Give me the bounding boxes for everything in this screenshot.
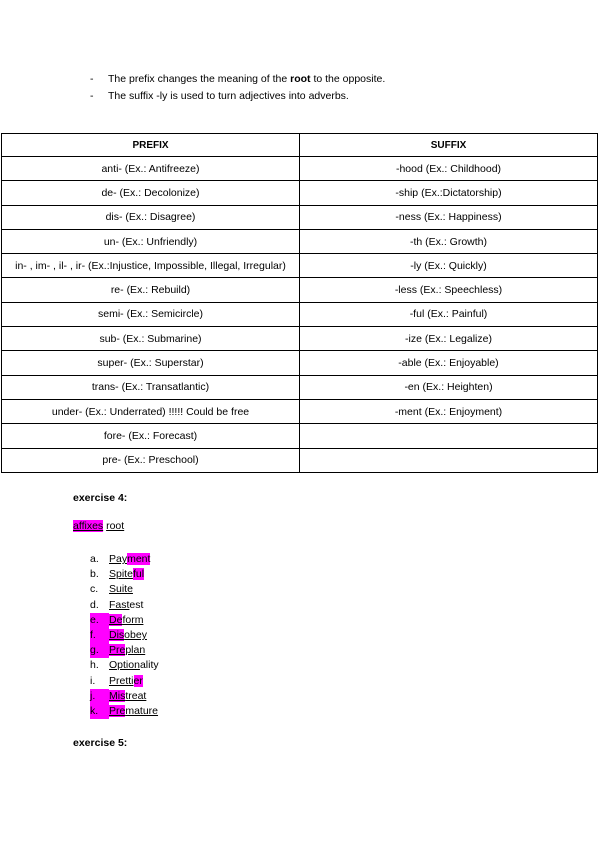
word-affix: er bbox=[133, 674, 143, 687]
suffix-cell: -ment (Ex.: Enjoyment) bbox=[300, 399, 598, 423]
word bbox=[109, 674, 143, 689]
suffix-cell: -ful (Ex.: Painful) bbox=[300, 302, 598, 326]
affix-table bbox=[1, 133, 598, 473]
list-item bbox=[90, 704, 159, 719]
list-item bbox=[90, 628, 159, 643]
affix-table-body bbox=[2, 157, 598, 473]
prefix-cell: anti- (Ex.: Antifreeze) bbox=[2, 157, 300, 181]
note-item: - The suffix -ly is used to turn adjectives into adverbs. bbox=[90, 88, 385, 105]
list-marker: k. bbox=[90, 704, 109, 719]
word bbox=[109, 552, 150, 567]
word-affix: est bbox=[129, 598, 144, 611]
word-affix: ality bbox=[139, 659, 159, 672]
table-row bbox=[2, 327, 598, 351]
list-item bbox=[90, 582, 159, 597]
suffix-cell bbox=[300, 448, 598, 472]
suffix-cell: -ship (Ex.:Dictatorship) bbox=[300, 181, 598, 205]
table-row bbox=[2, 399, 598, 423]
prefix-cell: fore- (Ex.: Forecast) bbox=[2, 424, 300, 448]
list-marker: j. bbox=[90, 689, 109, 704]
word bbox=[109, 658, 159, 673]
word-root: mature bbox=[125, 705, 159, 718]
legend-root: root bbox=[106, 520, 125, 532]
prefix-cell: trans- (Ex.: Transatlantic) bbox=[2, 375, 300, 399]
list-marker: h. bbox=[90, 659, 99, 672]
legend bbox=[73, 520, 124, 532]
prefix-cell: semi- (Ex.: Semicircle) bbox=[2, 302, 300, 326]
suffix-cell: -ly (Ex.: Quickly) bbox=[300, 254, 598, 278]
table-header-row bbox=[2, 134, 598, 157]
word bbox=[109, 643, 145, 658]
word-root: Pretti bbox=[109, 674, 134, 687]
word-root: Option bbox=[109, 659, 140, 672]
word-affix: Mis bbox=[109, 689, 126, 702]
word-affix: De bbox=[109, 613, 123, 626]
list-marker: g. bbox=[90, 643, 109, 658]
table-row bbox=[2, 448, 598, 472]
word bbox=[109, 689, 146, 704]
suffix-cell: -th (Ex.: Growth) bbox=[300, 229, 598, 253]
prefix-cell: re- (Ex.: Rebuild) bbox=[2, 278, 300, 302]
table-row bbox=[2, 229, 598, 253]
legend-affixes: affixes bbox=[73, 520, 104, 532]
suffix-cell bbox=[300, 424, 598, 448]
word-affix: Pre bbox=[109, 644, 126, 657]
exercise-4-heading: exercise 4: bbox=[73, 492, 128, 504]
suffix-cell: -able (Ex.: Enjoyable) bbox=[300, 351, 598, 375]
word-affix: ment bbox=[127, 553, 151, 565]
table-row bbox=[2, 157, 598, 181]
word-root: plan bbox=[125, 644, 146, 657]
word-root: Fast bbox=[109, 598, 130, 611]
table-row bbox=[2, 278, 598, 302]
suffix-cell: -ize (Ex.: Legalize) bbox=[300, 327, 598, 351]
table-row bbox=[2, 205, 598, 229]
word-root: Suite bbox=[109, 583, 133, 596]
exercise-5-heading: exercise 5: bbox=[73, 737, 128, 749]
list-marker: b. bbox=[90, 568, 99, 581]
prefix-header: PREFIX bbox=[2, 134, 300, 157]
table-row bbox=[2, 254, 598, 278]
prefix-cell: de- (Ex.: Decolonize) bbox=[2, 181, 300, 205]
suffix-cell: -ness (Ex.: Happiness) bbox=[300, 205, 598, 229]
list-marker: e. bbox=[90, 613, 109, 628]
table-row bbox=[2, 375, 598, 399]
prefix-cell: super- (Ex.: Superstar) bbox=[2, 351, 300, 375]
word-affix: Pre bbox=[109, 705, 126, 718]
list-item bbox=[90, 598, 159, 613]
prefix-cell: sub- (Ex.: Submarine) bbox=[2, 327, 300, 351]
list-item bbox=[90, 613, 159, 628]
table-row bbox=[2, 181, 598, 205]
prefix-cell: un- (Ex.: Unfriendly) bbox=[2, 229, 300, 253]
list-marker: f. bbox=[90, 628, 109, 643]
prefix-cell: dis- (Ex.: Disagree) bbox=[2, 205, 300, 229]
suffix-cell: -en (Ex.: Heighten) bbox=[300, 375, 598, 399]
word bbox=[109, 613, 143, 628]
list-item bbox=[90, 658, 159, 673]
list-marker: i. bbox=[90, 674, 96, 687]
table-row bbox=[2, 302, 598, 326]
word-root: Spite bbox=[109, 568, 133, 581]
list-item bbox=[90, 689, 159, 704]
suffix-cell: -less (Ex.: Speechless) bbox=[300, 278, 598, 302]
list-item bbox=[90, 674, 159, 689]
prefix-cell: in- , im- , il- , ir- (Ex.:Injustice, Impossible, Illegal, Irregular) bbox=[2, 254, 300, 278]
list-item bbox=[90, 552, 159, 567]
list-item bbox=[90, 643, 159, 658]
word-root: treat bbox=[125, 689, 147, 702]
word-root: form bbox=[122, 613, 144, 626]
note-text: The suffix -ly is used to turn adjectives into adverbs. bbox=[108, 90, 349, 102]
notes-list bbox=[90, 71, 385, 105]
list-marker: d. bbox=[90, 598, 99, 611]
list-item bbox=[90, 567, 159, 582]
word-root: obey bbox=[124, 629, 147, 642]
prefix-cell: pre- (Ex.: Preschool) bbox=[2, 448, 300, 472]
word bbox=[109, 704, 158, 719]
exercise-4-list bbox=[90, 552, 159, 719]
suffix-header: SUFFIX bbox=[300, 134, 598, 157]
word bbox=[109, 598, 143, 613]
word-affix: Dis bbox=[109, 629, 125, 642]
word bbox=[109, 582, 133, 597]
note-text: The prefix changes the meaning of the root to the opposite. bbox=[108, 73, 386, 85]
word bbox=[109, 628, 147, 643]
word-affix: ful bbox=[132, 568, 145, 581]
note-item: - The prefix changes the meaning of the root to the opposite. bbox=[90, 71, 385, 88]
table-row bbox=[2, 351, 598, 375]
table-row bbox=[2, 424, 598, 448]
suffix-cell: -hood (Ex.: Childhood) bbox=[300, 157, 598, 181]
word-root: Pay bbox=[109, 553, 128, 565]
list-marker: c. bbox=[90, 583, 99, 596]
list-marker: a. bbox=[90, 553, 99, 565]
word bbox=[109, 567, 144, 582]
prefix-cell: under- (Ex.: Underrated) !!!!! Could be free bbox=[2, 399, 300, 423]
